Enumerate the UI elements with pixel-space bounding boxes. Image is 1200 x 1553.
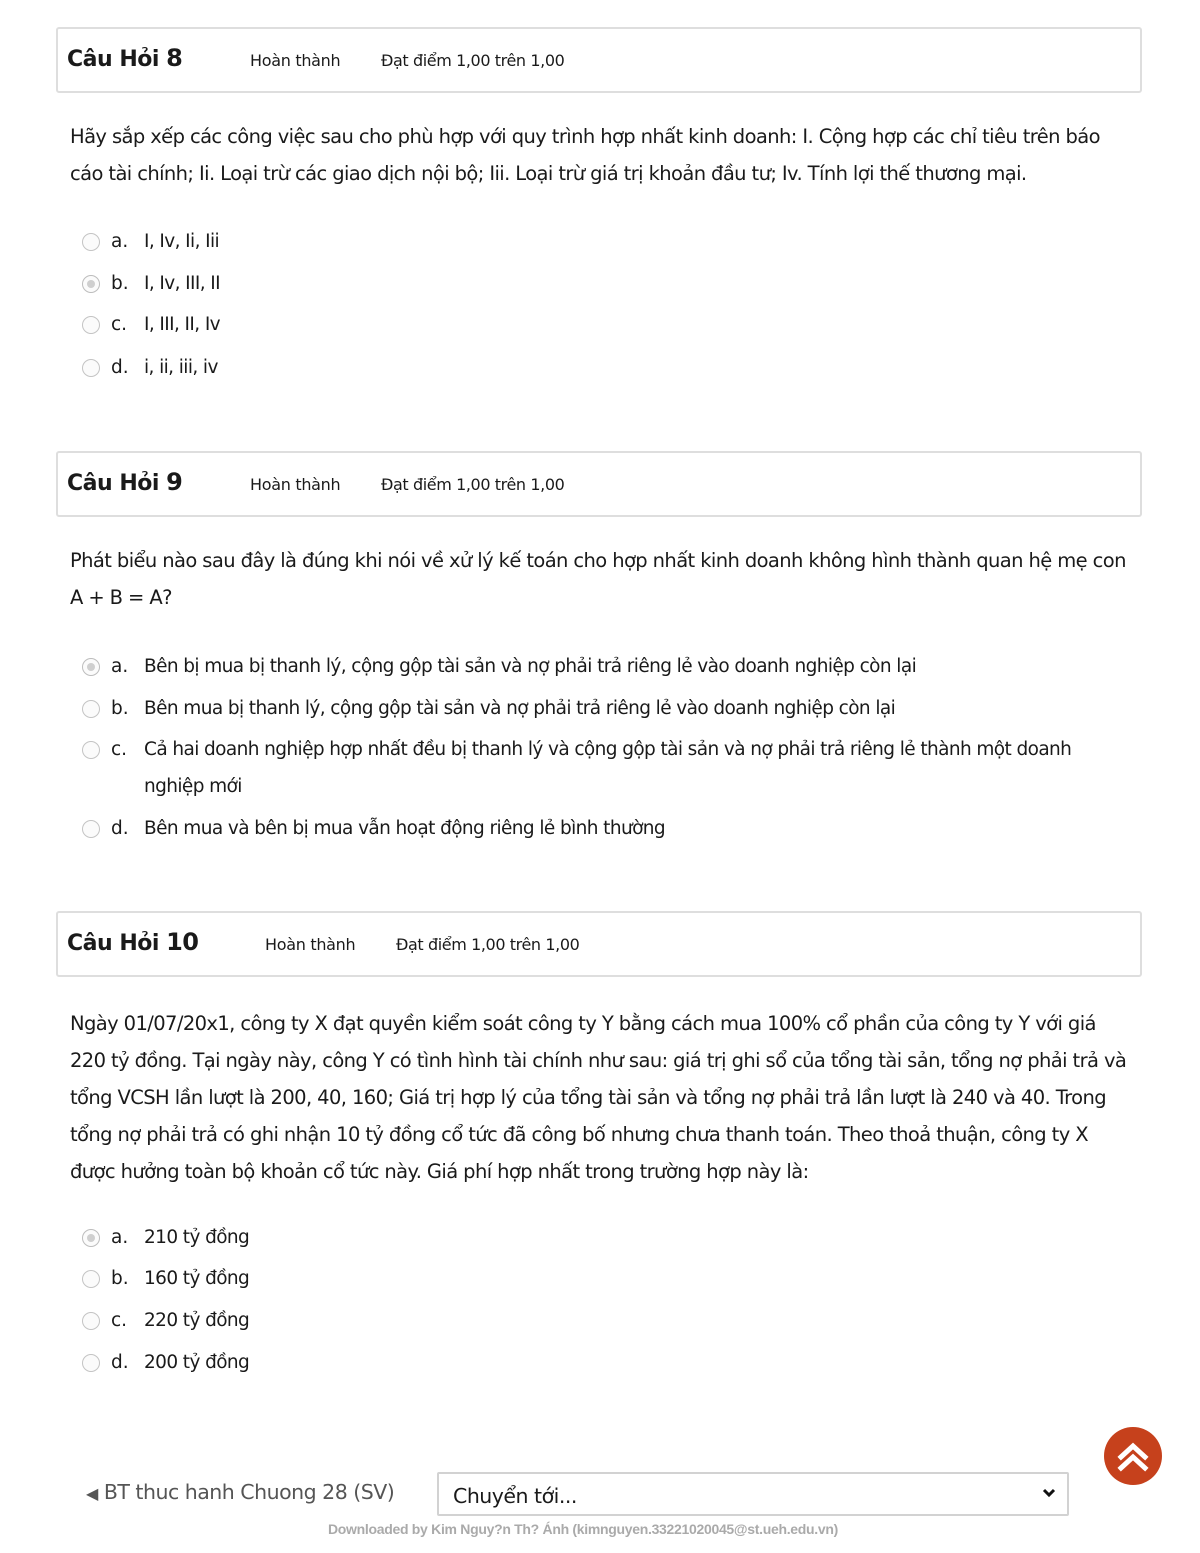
previous-activity-link[interactable]	[86, 1480, 394, 1504]
option-letter: b.	[111, 698, 129, 719]
option-text: i, ii, iii, iv	[144, 357, 218, 378]
chevron-double-up-icon	[1104, 1427, 1162, 1485]
option-letter: c.	[111, 739, 128, 760]
question-10-option-d[interactable]	[82, 1354, 1132, 1396]
question-8-header	[56, 27, 1142, 93]
question-state: Hoàn thành	[265, 935, 356, 954]
scroll-to-top-button[interactable]	[1104, 1427, 1162, 1485]
triangle-left-icon: ◀	[86, 1484, 98, 1503]
question-9-text: Phát biểu nào sau đây là đúng khi nói về xử lý kế toán cho hợp nhất kinh doanh không hình thành quan hệ mẹ con A + B = A?	[70, 549, 1126, 609]
option-text: I, III, II, Iv	[144, 314, 221, 335]
radio-button[interactable]	[82, 820, 100, 838]
option-text: Bên mua bị thanh lý, cộng gộp tài sản và nợ phải trả riêng lẻ vào doanh nghiệp còn lại	[144, 698, 896, 719]
question-label: Câu Hỏi 10	[67, 928, 199, 956]
radio-button[interactable]	[82, 1312, 100, 1330]
question-10-text: Ngày 01/07/20x1, công ty X đạt quyền kiểm soát công ty Y bằng cách mua 100% cổ phần của công ty Y với giá 220 tỷ đồng. Tại ngày này, công Y có tình hình tài chính như sau: giá trị ghi sổ của tổng tài sản, tổng nợ phải trả và tổng VCSH lần lượt là 200, 40, 160; Giá trị hợp lý của tổng tài sản và tổng nợ phải trả lần lượt là 240 và 40. Trong tổng nợ phải trả có ghi nhận 10 tỷ đồng cổ tức đã công bố nhưng chưa thanh toán. Theo thoả thuận, công ty X được hưởng toàn bộ khoản cổ tức này. Giá phí hợp nhất trong trường hợp này là:	[70, 1012, 1127, 1183]
radio-button-selected[interactable]	[82, 275, 100, 293]
option-text: 210 tỷ đồng	[144, 1227, 250, 1248]
option-letter: d.	[111, 357, 129, 378]
question-9-header	[56, 451, 1142, 517]
radio-button[interactable]	[82, 1270, 100, 1288]
question-9-option-d[interactable]	[82, 820, 1132, 862]
radio-button[interactable]	[82, 700, 100, 718]
radio-button[interactable]	[82, 1354, 100, 1372]
option-text: Bên mua và bên bị mua vẫn hoạt động riêng lẻ bình thường	[144, 818, 666, 839]
option-letter: d.	[111, 818, 129, 839]
option-letter: c.	[111, 314, 128, 335]
radio-button-selected[interactable]	[82, 658, 100, 676]
radio-button[interactable]	[82, 233, 100, 251]
option-text: 160 tỷ đồng	[144, 1268, 250, 1289]
option-letter: d.	[111, 1352, 129, 1373]
option-text: I, Iv, Ii, Iii	[144, 231, 220, 252]
option-text: 200 tỷ đồng	[144, 1352, 250, 1373]
radio-button[interactable]	[82, 741, 100, 759]
option-letter: b.	[111, 273, 129, 294]
radio-button-selected[interactable]	[82, 1229, 100, 1247]
option-text: I, Iv, III, II	[144, 273, 221, 294]
download-watermark: Downloaded by Kim Nguy?n Th? Ánh (kimnguyen.33221020045@st.ueh.edu.vn)	[328, 1521, 838, 1537]
option-letter: a.	[111, 656, 129, 677]
question-8-text: Hãy sắp xếp các công việc sau cho phù hợp với quy trình hợp nhất kinh doanh: I. Cộng hợp các chỉ tiêu trên báo cáo tài chính; Ii. Loại trừ các giao dịch nội bộ; Iii. Loại trừ giá trị khoản đầu tư; Iv. Tính lợi thế thương mại.	[70, 125, 1100, 185]
option-letter: b.	[111, 1268, 129, 1289]
jump-to-selected-value: Chuyển tới...	[453, 1484, 577, 1508]
question-8-option-d[interactable]	[82, 359, 1132, 401]
jump-to-select[interactable]	[437, 1472, 1069, 1516]
radio-button[interactable]	[82, 316, 100, 334]
radio-button[interactable]	[82, 359, 100, 377]
previous-activity-label: BT thuc hanh Chuong 28 (SV)	[103, 1480, 395, 1504]
question-label: Câu Hỏi 8	[67, 44, 183, 72]
question-grade: Đạt điểm 1,00 trên 1,00	[381, 51, 565, 70]
option-letter: c.	[111, 1310, 128, 1331]
question-9-option-c[interactable]	[82, 741, 1132, 819]
question-state: Hoàn thành	[250, 51, 341, 70]
option-letter: a.	[111, 231, 129, 252]
option-text: 220 tỷ đồng	[144, 1310, 250, 1331]
question-grade: Đạt điểm 1,00 trên 1,00	[396, 935, 580, 954]
chevron-down-icon	[1041, 1487, 1057, 1499]
question-10-header	[56, 911, 1142, 977]
question-grade: Đạt điểm 1,00 trên 1,00	[381, 475, 565, 494]
option-text: Bên bị mua bị thanh lý, cộng gộp tài sản và nợ phải trả riêng lẻ vào doanh nghiệp còn lại	[144, 656, 917, 677]
question-state: Hoàn thành	[250, 475, 341, 494]
option-text: Cả hai doanh nghiệp hợp nhất đều bị thanh lý và cộng gộp tài sản và nợ phải trả riêng lẻ thành một doanh nghiệp mới	[144, 739, 1072, 797]
question-label: Câu Hỏi 9	[67, 468, 183, 496]
option-letter: a.	[111, 1227, 129, 1248]
